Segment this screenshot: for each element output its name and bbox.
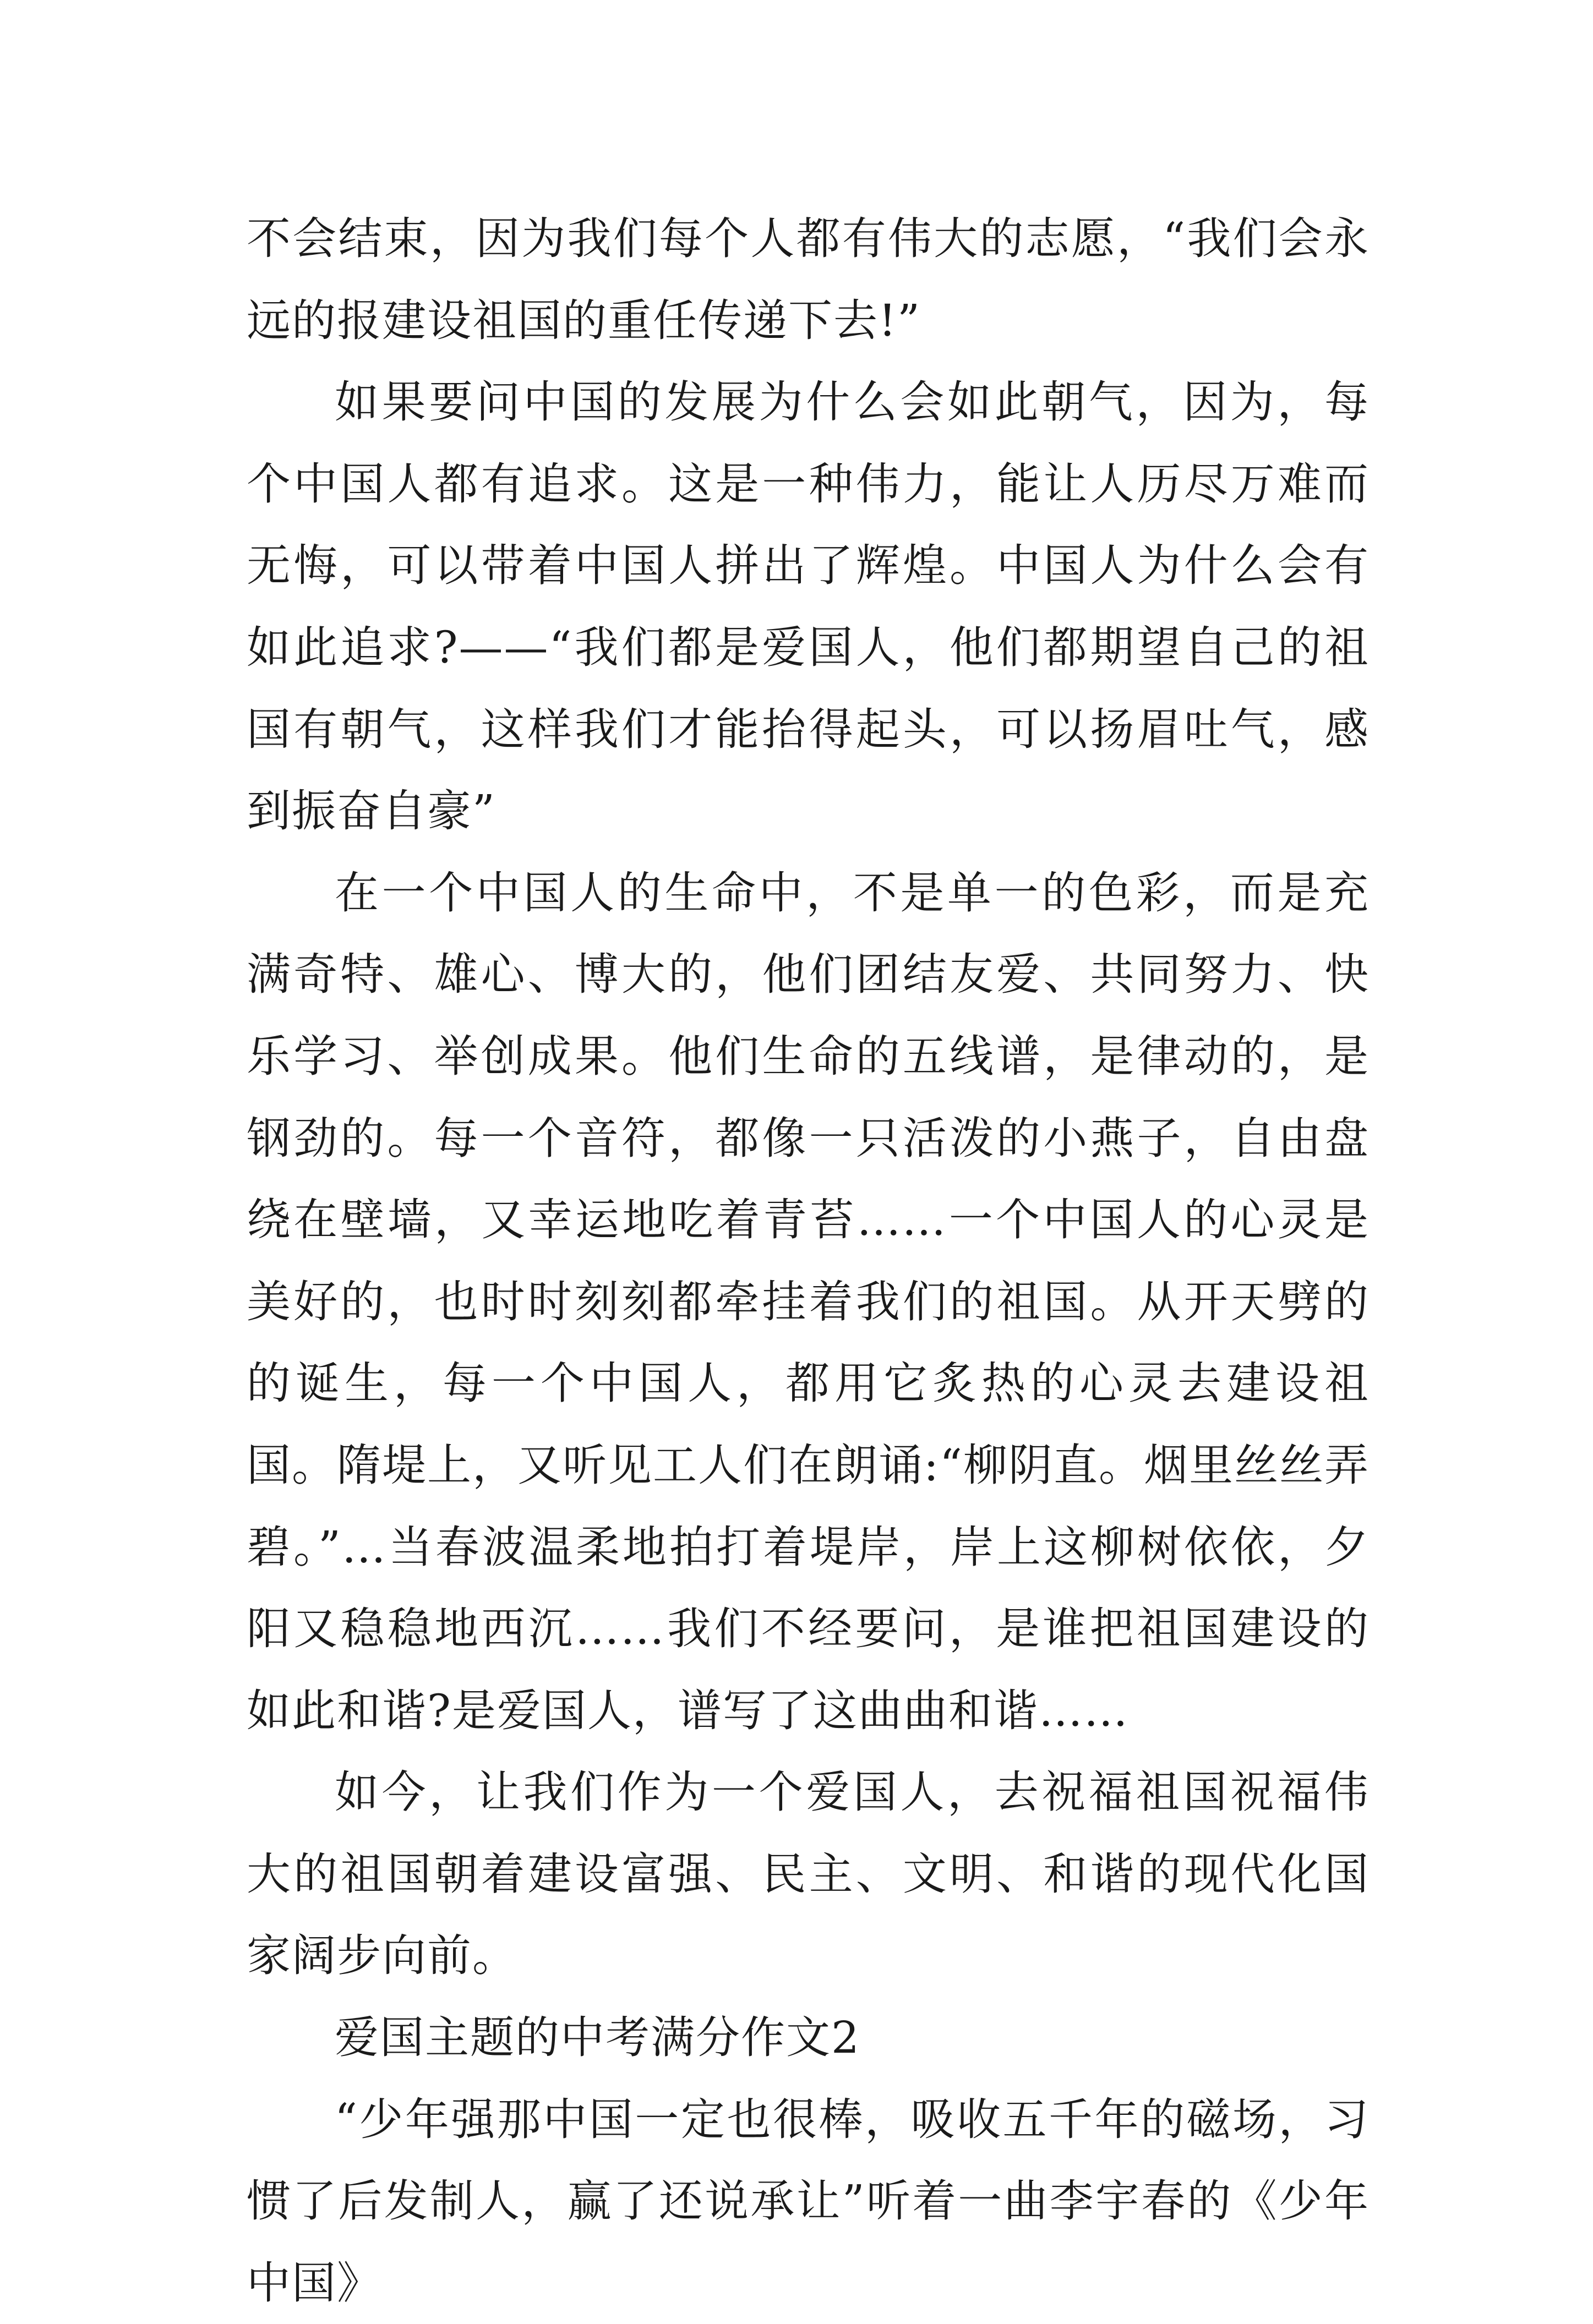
- essay-heading: 爱国主题的中考满分作文2: [335, 2012, 860, 2064]
- paragraph-blessing: 如今，让我们作为一个爱国人，去祝福祖国祝福伟大的祖国朝着建设富强、民主、文明、和谐的现代化国家阔步向前。: [247, 1767, 1370, 1982]
- paragraph-pursuit: 如果要问中国的发展为什么会如此朝气，因为，每个中国人都有追求。这是一种伟力，能让人历尽万难而无悔，可以带着中国人拼出了辉煌。中国人为什么会有如此追求?——“我们都是爱国人，他们都期望自己的祖国有朝气，这样我们才能抬得起头，可以扬眉吐气，感到振奋自豪”: [247, 376, 1370, 837]
- paragraph-young-china: “少年强那中国一定也很棒，吸收五千年的磁场，习惯了后发制人，赢了还说承让”听着一曲李宇春的《少年中国》: [247, 2093, 1370, 2309]
- paragraph-life-colors: 在一个中国人的生命中，不是单一的色彩，而是充满奇特、雄心、博大的，他们团结友爱、共同努力、快乐学习、举创成果。他们生命的五线谱，是律动的，是钢劲的。每一个音符，都像一只活泼的小燕子，自由盘绕在壁墙，又幸运地吃着青苔……一个中国人的心灵是美好的，也时时刻刻都牵挂着我们的祖国。从开天劈的的诞生，每一个中国人，都用它炙热的心灵去建设祖国。隋堤上，又听见工人们在朗诵:“柳阴直。烟里丝丝弄碧。”…当春波温柔地拍打着堤岸，岸上这柳树依依，夕阳又稳稳地西沉……我们不经要问，是谁把祖国建设的如此和谐?是爱国人，谱写了这曲曲和谐……: [247, 867, 1370, 1736]
- paragraph-continuation: 不会结束，因为我们每个人都有伟大的志愿，“我们会永远的报建设祖国的重任传递下去!”: [247, 213, 1370, 346]
- body-text: [247, 198, 1370, 2324]
